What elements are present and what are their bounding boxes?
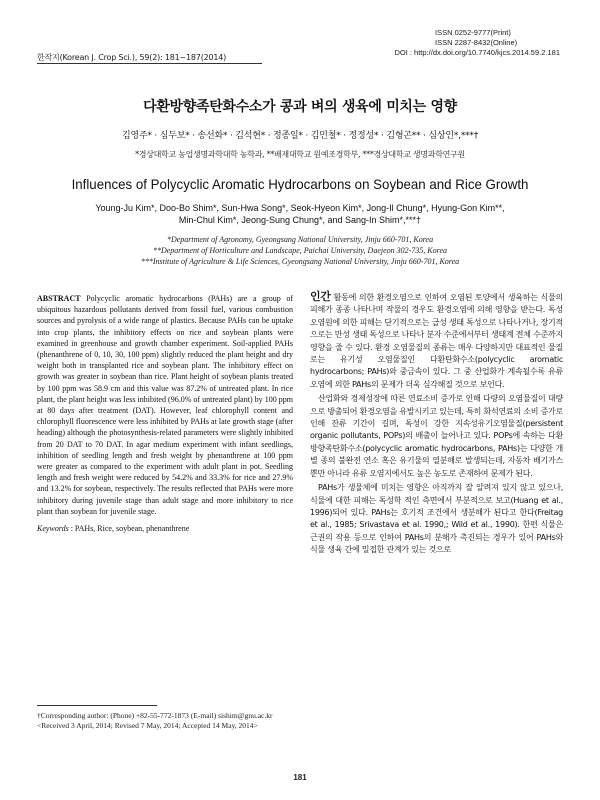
keywords-list: : PAHs, Rice, soybean, phenanthrene xyxy=(68,524,190,534)
doi-link[interactable]: DOI : http://dx.doi.org/10.7740/kjcs.2014.59.2.181 xyxy=(394,48,560,57)
abstract-column xyxy=(37,293,293,534)
abstract-heading: ABSTRACT xyxy=(37,294,81,303)
korean-title: 다환방향족탄화수소가 콩과 벼의 생육에 미치는 영향 xyxy=(143,99,457,115)
received-dates: <Received 3 April, 2014; Revised 7 May, 2014; Accepted 14 May, 2014> xyxy=(37,721,258,730)
footnote-rule xyxy=(37,705,157,706)
intro-lead-word: 인간 xyxy=(310,290,331,303)
intro-paragraph-2: 산업화와 경제성장에 따른 연료소비 증가로 인해 다량의 오염물질이 대량으로 방출되어 환경오염을 유발시키고 있는데, 특히 화석연료의 소비 증가로 인해 잔류 기간이 길며, 독성이 강한 지속성유기오염물질(persistent organic pollutants, POPs)의 배출이 늘어나고 있다. POPs에 속하는 다환방향족탄화수소(polycyclic aromatic hydrocarbons, PAHs)는 다양한 개별 종의 불완전 연소 혹은 유기물의 열분해로 발생되는데, 자동차 배기가스 뿐만 아니라 유류 오염지에서도 높은 농도로 존재하여 문제가 된다. xyxy=(310,394,563,478)
footnotes xyxy=(37,711,272,731)
affiliation-2: **Department of Horticulture and Landscape, Paichai University, Daejeon 302-735, Korea xyxy=(152,246,448,255)
english-affiliations xyxy=(0,234,600,267)
abstract-paragraph xyxy=(37,293,293,517)
keywords xyxy=(37,523,293,534)
keywords-heading: Keywords xyxy=(37,524,69,534)
korean-authors: 김영주* · 심두보* · 송선화* · 김석현* · 정종일* · 김민철* · 정정성* · 김형곤** · 심상인*,***† xyxy=(121,131,479,141)
intro-paragraph-1-text: 활동에 의한 환경오염으로 인하여 오염된 토양에서 생육하는 식물의 피해가 종종 나타나며 작물의 경우도 환경오염에 의해 영향을 받는다. 독성 오염원에 의한 피해는 단기적으로는 급성 생태 독성으로 나타나거나, 장기적으로는 만성 생태 독성으로 나타나 분자 수준에서부터 생태계 전체 수준까지 영향을 줄 수 있다. 환경 오염물질의 종류는 매우 다양하지만 대표적인 물질로는 유기성 오염물질인 다환탄화수소(polycyclic aromatic hydrocarbons; PAHs)와 중금속이 있다. 그 중 산업화가 계속될수록 유류오염에 의한 PAHs의 문제가 더욱 심각해질 것으로 보인다. xyxy=(310,293,563,389)
header-rule xyxy=(37,63,262,64)
introduction-column xyxy=(310,291,563,557)
issn-online: ISSN 2287-8432(Online) xyxy=(435,38,518,47)
affiliation-3: ***Institute of Agriculture & Life Sciences, Gyeongsang National University, Jinju 660-701, Korea xyxy=(140,257,460,266)
english-authors-line2: Min-Chul Kim*, Jeong-Sung Chung*, and Sang-In Shim*,***† xyxy=(178,215,422,225)
issn-print: ISSN 0252-9777(Print) xyxy=(435,28,511,37)
corresponding-author: †Corresponding author: (Phone) +82-55-772-1873 (E-mail) sishim@gnu.ac.kr xyxy=(37,711,273,720)
journal-citation: 한작지(Korean J. Crop Sci.), 59(2): 181~187(2014) xyxy=(37,53,227,62)
affiliation-1: *Department of Agronomy, Gyeongsang National University, Jinju 660-701, Korea xyxy=(166,235,434,244)
intro-paragraph-1 xyxy=(310,291,563,391)
issn-block xyxy=(394,28,560,57)
english-authors-line1: Young-Ju Kim*, Doo-Bo Shim*, Sun-Hwa Song*, Seok-Hyeon Kim*, Jong-Il Chung*, Hyung-Gon Kim**, xyxy=(95,203,505,213)
korean-affiliation: *경상대학교 농업생명과학대학 농학과, **배재대학교 원예조경학부, ***경상대학교 생명과학연구원 xyxy=(135,150,465,159)
intro-paragraph-3: PAHs가 생물체에 미치는 영향은 아직까지 잘 알려져 있지 않고 있으나, 식물에 대한 피해는 독성학 적인 측면에서 부분적으로 보고(Huang et al., 1996)되어 있다. PAHs는 호기적 조건에서 생분해가 된다고 한다(Freitag et al., 1985; Srivastava et al. 1990,; Wild et al., 1990). 한편 식물은 근권의 작용 등으로 인하여 PAHs의 분해가 촉진되는 경우가 있어 PAHs와 식물 생육 간에 밀접한 관계가 있는 것으로 xyxy=(310,483,563,555)
abstract-body: Polycyclic aromatic hydrocarbons (PAHs) are a group of ubiquitous hazardous pollutants derived from fossil fuel, various combustion sources and pyrolysis of a wide range of plastics. Because PAHs can be uptake into crop plants, the inhibitory effects on rice and soybean plants were examined in greenhouse and growth chamber experiment. Soil-applied PAHs (phenanthrene of 0, 10, 30, 100 ppm) slightly reduced the plant height and dry weight both in transplanted rice and soybean plant. The inhibitory effect on growth was greater in soybean than rice. Plant height of soybean plants treated by 100 ppm was 58.9 cm and this value was 87.2% of untreated plant. In rice plant, the plant height was less inhibited (96.0% of untreated plant) by 100 ppm at 80 days after treatment (DAT). However, leaf chlorophyll content and chlorophyll fluorescence were less inhibited by PAHs at late growth stage (after heading) although the photosynthesis-related parameters were slightly inhibited from 20 DAT to 70 DAT. In agar medium experiment with infant seedlings, inhibition of seedling length and fresh weight by phenanthrene at 100 ppm were greater as compared to the experiment with adult plant in pot. Seedling length and fresh weight were reduced by 54.2% and 33.3% for rice and 27.9% and 13.2% for soybean, respectively. The results reflected that PAHs were more inhibitory during juvenile stage than adult stage and more inhibitory to rice plant than soybean for juvenile stage. xyxy=(37,294,294,516)
page-number: 181 xyxy=(293,773,307,782)
english-title: Influences of Polycyclic Aromatic Hydrocarbons on Soybean and Rice Growth xyxy=(71,176,529,192)
english-authors xyxy=(0,202,600,226)
